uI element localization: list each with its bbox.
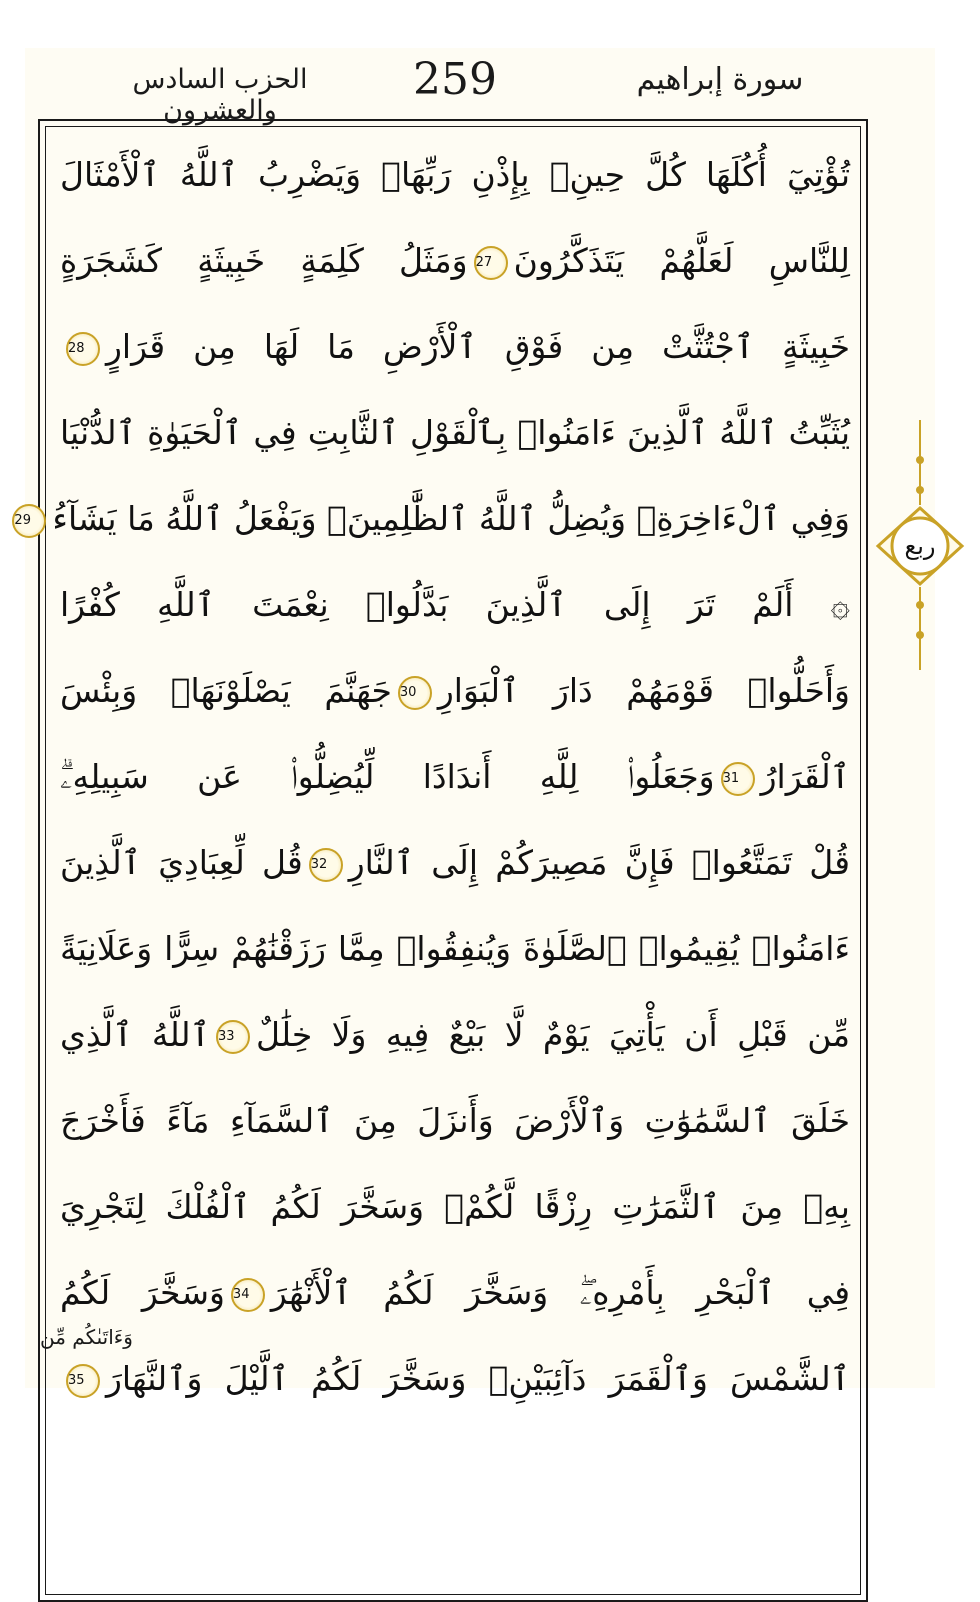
text-line: ٱلْقَرَارُ31وَجَعَلُوا۟ لِلَّهِ أَندَادًا لِّيُضِلُّوا۟ عَن سَبِيلِهِۦۗ <box>60 757 850 796</box>
text-line: لِلنَّاسِ لَعَلَّهُمْ يَتَذَكَّرُونَ27وَمَثَلُ كَلِمَةٍ خَبِيثَةٍ كَشَجَرَةٍ <box>60 241 850 280</box>
rub-label: ربع <box>904 532 936 560</box>
page-header <box>75 54 835 126</box>
text-line: ۞ أَلَمْ تَرَ إِلَى ٱلَّذِينَ بَدَّلُوا۟ نِعْمَتَ ٱللَّهِ كُفْرًا <box>60 585 850 624</box>
ayah-number-marker: 27 <box>474 246 508 280</box>
page-number: 259 <box>413 54 497 105</box>
text-line: خَبِيثَةٍ ٱجْتُثَّتْ مِن فَوْقِ ٱلْأَرْضِ مَا لَهَا مِن قَرَارٍ28 <box>68 327 850 366</box>
ayah-number-marker: 33 <box>216 1020 250 1054</box>
text-line: يُثَبِّتُ ٱللَّهُ ٱلَّذِينَ ءَامَنُوا۟ بِٱلْقَوْلِ ٱلثَّابِتِ فِي ٱلْحَيَوٰةِ ٱلدُّنْيَا <box>60 413 850 452</box>
text-line: وَأَحَلُّوا۟ قَوْمَهُمْ دَارَ ٱلْبَوَارِ30جَهَنَّمَ يَصْلَوْنَهَاۖ وَبِئْسَ <box>60 671 850 710</box>
rub-ornament-icon <box>870 420 974 720</box>
quran-text-block <box>14 140 851 1590</box>
ayah-number-marker: 35 <box>66 1364 100 1398</box>
text-line: مِّن قَبْلِ أَن يَأْتِيَ يَوْمٌ لَّا بَيْعٌ فِيهِ وَلَا خِلَٰلٌ33ٱللَّهُ ٱلَّذِي <box>60 1015 851 1054</box>
text-line: ٱلشَّمْسَ وَٱلْقَمَرَ دَآئِبَيْنِۖ وَسَخَّرَ لَكُمُ ٱلَّيْلَ وَٱلنَّهَارَ35 <box>68 1359 850 1398</box>
rub-quarter-marker <box>870 420 980 720</box>
text-line: قُلْ تَمَتَّعُوا۟ فَإِنَّ مَصِيرَكُمْ إِلَى ٱلنَّارِ32قُل لِّعِبَادِيَ ٱلَّذِينَ <box>60 843 851 882</box>
text-line: وَفِي ٱلْءَاخِرَةِۖ وَيُضِلُّ ٱللَّهُ ٱلظَّٰلِمِينَۚ وَيَفْعَلُ ٱللَّهُ مَا يَشَآءُ29 <box>14 499 850 538</box>
ayah-number-marker: 32 <box>309 848 343 882</box>
surah-title: سورة إبراهيم <box>636 62 804 97</box>
ayah-number-marker: 34 <box>231 1278 265 1312</box>
catchword: وَءَاتَىٰكُم مِّن <box>40 1325 133 1349</box>
text-line: بِهِۦ مِنَ ٱلثَّمَرَٰتِ رِزْقًا لَّكُمْۖ وَسَخَّرَ لَكُمُ ٱلْفُلْكَ لِتَجْرِيَ <box>60 1187 850 1226</box>
ayah-number-marker: 29 <box>12 504 46 538</box>
ayah-number-marker: 28 <box>66 332 100 366</box>
ayah-number-marker: 30 <box>398 676 432 710</box>
ayah-number-marker: 31 <box>721 762 755 796</box>
text-line: ءَامَنُوا۟ يُقِيمُوا۟ ٱلصَّلَوٰةَ وَيُنفِقُوا۟ مِمَّا رَزَقْنَٰهُمْ سِرًّا وَعَلَانِيَةً <box>60 929 850 968</box>
text-line: خَلَقَ ٱلسَّمَٰوَٰتِ وَٱلْأَرْضَ وَأَنزَلَ مِنَ ٱلسَّمَآءِ مَآءً فَأَخْرَجَ <box>60 1101 850 1140</box>
hizb-title: الحزب السادس والعشرون <box>132 64 308 126</box>
text-line: فِي ٱلْبَحْرِ بِأَمْرِهِۦۖ وَسَخَّرَ لَكُمُ ٱلْأَنْهَٰرَ34وَسَخَّرَ لَكُمُ <box>60 1273 851 1312</box>
text-line: تُؤْتِيٓ أُكُلَهَا كُلَّ حِينِۭ بِإِذْنِ رَبِّهَاۗ وَيَضْرِبُ ٱللَّهُ ٱلْأَمْثَالَ <box>60 155 850 194</box>
